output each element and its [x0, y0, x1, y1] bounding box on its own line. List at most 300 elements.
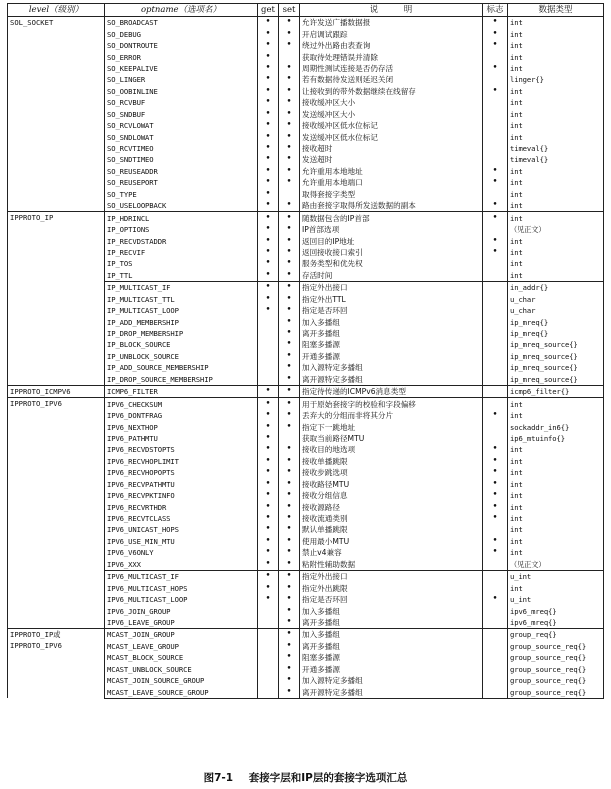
get-mark: • [258, 74, 279, 85]
get-mark: • [258, 513, 279, 524]
get-mark: • [258, 398, 279, 410]
option-name: SO_RCVBUF [105, 97, 258, 108]
option-description: 离开源特定多播组 [300, 686, 483, 698]
set-mark: • [279, 270, 300, 282]
data-type: int [508, 456, 604, 467]
flag-mark [483, 282, 508, 294]
data-type: int [508, 189, 604, 200]
option-name: SO_TYPE [105, 189, 258, 200]
get-mark: • [258, 200, 279, 212]
set-mark: • [279, 652, 300, 663]
get-mark: • [258, 247, 279, 258]
flag-mark [483, 664, 508, 675]
option-name: IP_ADD_SOURCE_MEMBERSHIP [105, 362, 258, 373]
flag-mark: • [483, 235, 508, 246]
flag-mark [483, 374, 508, 386]
option-description: IP首部选项 [300, 224, 483, 235]
set-mark: • [279, 17, 300, 29]
option-description: 接收超时 [300, 143, 483, 154]
option-description: 返回目的IP地址 [300, 235, 483, 246]
option-description: 阻塞多播源 [300, 652, 483, 663]
level-cell [8, 17, 105, 212]
level-cell [8, 386, 105, 398]
level-cell [8, 398, 105, 629]
option-description: 指定是否环回 [300, 305, 483, 316]
option-name: IPV6_MULTICAST_HOPS [105, 582, 258, 593]
option-name: IP_HDRINCL [105, 212, 258, 224]
data-type: ip_mreq{} [508, 316, 604, 327]
flag-mark [483, 120, 508, 131]
table-row [8, 17, 604, 29]
set-mark: • [279, 305, 300, 316]
set-mark: • [279, 131, 300, 142]
set-mark: • [279, 200, 300, 212]
option-name: IP_DROP_MEMBERSHIP [105, 328, 258, 339]
data-type: int [508, 212, 604, 224]
flag-mark: • [483, 536, 508, 547]
option-description: 加入多播组 [300, 605, 483, 616]
data-type: int [508, 200, 604, 212]
option-description: 接收源路径 [300, 501, 483, 512]
get-mark: • [258, 28, 279, 39]
get-mark: • [258, 490, 279, 501]
set-mark: • [279, 594, 300, 605]
data-type: int [508, 270, 604, 282]
set-mark [279, 189, 300, 200]
set-mark [279, 433, 300, 444]
flag-mark [483, 617, 508, 629]
option-name: IPV6_V6ONLY [105, 547, 258, 558]
option-description: 加入源特定多播组 [300, 675, 483, 686]
option-description: 指定待传递的ICMPv6消息类型 [300, 386, 483, 398]
data-type: int [508, 17, 604, 29]
option-description: 开启调试跟踪 [300, 28, 483, 39]
data-type: u_int [508, 571, 604, 583]
set-mark: • [279, 212, 300, 224]
option-description: 丢弃大的分组而非将其分片 [300, 410, 483, 421]
get-mark: • [258, 456, 279, 467]
flag-mark [483, 524, 508, 535]
option-name: SO_RCVTIMEO [105, 143, 258, 154]
header-set: set [279, 4, 300, 17]
data-type: int [508, 547, 604, 558]
flag-mark: • [483, 247, 508, 258]
set-mark: • [279, 571, 300, 583]
header-get: get [258, 4, 279, 17]
get-mark: • [258, 177, 279, 188]
flag-mark [483, 294, 508, 305]
flag-mark: • [483, 444, 508, 455]
set-mark: • [279, 398, 300, 410]
flag-mark [483, 433, 508, 444]
option-name: IP_TTL [105, 270, 258, 282]
get-mark: • [258, 97, 279, 108]
data-type: int [508, 524, 604, 535]
flag-mark: • [483, 40, 508, 51]
option-description: 允许发送广播数据报 [300, 17, 483, 29]
data-type: group_source_req{} [508, 664, 604, 675]
data-type: int [508, 235, 604, 246]
option-name: MCAST_LEAVE_GROUP [105, 641, 258, 652]
option-name: MCAST_JOIN_GROUP [105, 629, 258, 641]
set-mark: • [279, 629, 300, 641]
option-name: IPV6_NEXTHOP [105, 421, 258, 432]
option-name: SO_REUSEPORT [105, 177, 258, 188]
flag-mark [483, 131, 508, 142]
option-description: 接收目的地选项 [300, 444, 483, 455]
data-type: ipv6_mreq{} [508, 605, 604, 616]
option-name: IP_BLOCK_SOURCE [105, 339, 258, 350]
option-description: 指定下一跳地址 [300, 421, 483, 432]
flag-mark: • [483, 467, 508, 478]
get-mark: • [258, 143, 279, 154]
level-cell [8, 212, 105, 386]
data-type: int [508, 63, 604, 74]
flag-mark: • [483, 456, 508, 467]
option-description: 阻塞多播源 [300, 339, 483, 350]
get-mark: • [258, 421, 279, 432]
flag-mark [483, 316, 508, 327]
option-name: IPV6_CHECKSUM [105, 398, 258, 410]
data-type: linger{} [508, 74, 604, 85]
set-mark: • [279, 166, 300, 177]
option-description: 默认单播跳限 [300, 524, 483, 535]
get-mark: • [258, 212, 279, 224]
data-type: int [508, 86, 604, 97]
get-mark [258, 374, 279, 386]
get-mark: • [258, 270, 279, 282]
get-mark: • [258, 294, 279, 305]
flag-mark [483, 143, 508, 154]
option-description: 加入多播组 [300, 316, 483, 327]
set-mark: • [279, 467, 300, 478]
table-row [8, 212, 604, 224]
get-mark: • [258, 258, 279, 269]
get-mark: • [258, 154, 279, 165]
data-type: int [508, 120, 604, 131]
flag-mark [483, 189, 508, 200]
set-mark: • [279, 617, 300, 629]
option-description: 使用最小MTU [300, 536, 483, 547]
set-mark: • [279, 641, 300, 652]
option-description: 允许重用本地端口 [300, 177, 483, 188]
data-type: timeval{} [508, 143, 604, 154]
set-mark: • [279, 490, 300, 501]
option-name: IP_ADD_MEMBERSHIP [105, 316, 258, 327]
set-mark: • [279, 501, 300, 512]
option-description: 用于原始套接字的校验和字段偏移 [300, 398, 483, 410]
get-mark [258, 617, 279, 629]
get-mark [258, 605, 279, 616]
set-mark: • [279, 524, 300, 535]
flag-mark [483, 641, 508, 652]
table-row [8, 386, 604, 398]
data-type: int [508, 444, 604, 455]
data-type: group_source_req{} [508, 641, 604, 652]
flag-mark: • [483, 501, 508, 512]
option-description: 指定外出跳限 [300, 582, 483, 593]
get-mark [258, 362, 279, 373]
data-type: int [508, 109, 604, 120]
level-name: SOL_SOCKET [10, 18, 54, 27]
option-description: 路由套接字取得所发送数据的副本 [300, 200, 483, 212]
flag-mark: • [483, 594, 508, 605]
option-name: IPV6_RECVHOPOPTS [105, 467, 258, 478]
data-type: in_addr{} [508, 282, 604, 294]
flag-mark: • [483, 547, 508, 558]
flag-mark [483, 686, 508, 698]
get-mark [258, 629, 279, 641]
option-description: 服务类型和优先权 [300, 258, 483, 269]
set-mark: • [279, 444, 300, 455]
set-mark: • [279, 143, 300, 154]
data-type: int [508, 490, 604, 501]
get-mark: • [258, 594, 279, 605]
option-name: SO_DEBUG [105, 28, 258, 39]
data-type: （见正文） [508, 224, 604, 235]
set-mark: • [279, 513, 300, 524]
socket-options-table [7, 3, 604, 699]
option-name: MCAST_UNBLOCK_SOURCE [105, 664, 258, 675]
get-mark: • [258, 86, 279, 97]
option-name: SO_REUSEADDR [105, 166, 258, 177]
data-type: int [508, 97, 604, 108]
flag-mark [483, 605, 508, 616]
get-mark: • [258, 40, 279, 51]
data-type: group_source_req{} [508, 686, 604, 698]
get-mark: • [258, 17, 279, 29]
option-name: MCAST_JOIN_SOURCE_GROUP [105, 675, 258, 686]
data-type: int [508, 582, 604, 593]
option-description: 随数据包含的IP首部 [300, 212, 483, 224]
get-mark [258, 686, 279, 698]
data-type: ip6_mtuinfo{} [508, 433, 604, 444]
set-mark: • [279, 74, 300, 85]
option-description: 离开多播组 [300, 328, 483, 339]
option-description: 接收分组信息 [300, 490, 483, 501]
option-name: IPV6_UNICAST_HOPS [105, 524, 258, 535]
flag-mark [483, 97, 508, 108]
data-type: int [508, 51, 604, 62]
set-mark: • [279, 97, 300, 108]
option-name: IPV6_MULTICAST_LOOP [105, 594, 258, 605]
table-row [8, 398, 604, 410]
flag-mark: • [483, 166, 508, 177]
data-type: ip_mreq_source{} [508, 374, 604, 386]
set-mark [279, 51, 300, 62]
set-mark: • [279, 351, 300, 362]
data-type: int [508, 131, 604, 142]
option-name: IP_MULTICAST_TTL [105, 294, 258, 305]
flag-mark [483, 109, 508, 120]
data-type: ip_mreq{} [508, 328, 604, 339]
option-description: 开通多播源 [300, 664, 483, 675]
flag-mark [483, 652, 508, 663]
get-mark: • [258, 582, 279, 593]
option-description: 绕过外出路由表查询 [300, 40, 483, 51]
set-mark: • [279, 559, 300, 571]
set-mark: • [279, 421, 300, 432]
option-description: 接收步跳选项 [300, 467, 483, 478]
option-name: SO_SNDLOWAT [105, 131, 258, 142]
flag-mark [483, 51, 508, 62]
flag-mark: • [483, 200, 508, 212]
set-mark: • [279, 63, 300, 74]
level-name: IPPROTO_ICMPV6 [10, 387, 71, 396]
set-mark: • [279, 374, 300, 386]
flag-mark: • [483, 479, 508, 490]
set-mark: • [279, 40, 300, 51]
option-name: MCAST_LEAVE_SOURCE_GROUP [105, 686, 258, 698]
set-mark: • [279, 120, 300, 131]
data-type: ip_mreq_source{} [508, 351, 604, 362]
set-mark: • [279, 177, 300, 188]
get-mark: • [258, 547, 279, 558]
flag-mark [483, 328, 508, 339]
option-description: 返回接收接口索引 [300, 247, 483, 258]
flag-mark: • [483, 410, 508, 421]
get-mark [258, 664, 279, 675]
set-mark: • [279, 86, 300, 97]
get-mark: • [258, 410, 279, 421]
option-description: 接收缓冲区大小 [300, 97, 483, 108]
get-mark: • [258, 571, 279, 583]
set-mark: • [279, 479, 300, 490]
header-optname: optname（选项名） [105, 4, 258, 17]
option-name: IPV6_PATHMTU [105, 433, 258, 444]
data-type: int [508, 166, 604, 177]
flag-mark [483, 154, 508, 165]
get-mark: • [258, 444, 279, 455]
option-description: 接收路径MTU [300, 479, 483, 490]
data-type: group_source_req{} [508, 652, 604, 663]
set-mark: • [279, 536, 300, 547]
option-name: SO_BROADCAST [105, 17, 258, 29]
set-mark: • [279, 686, 300, 698]
option-name: SO_ERROR [105, 51, 258, 62]
data-type: timeval{} [508, 154, 604, 165]
option-description: 指定外出接口 [300, 282, 483, 294]
option-name: MCAST_BLOCK_SOURCE [105, 652, 258, 663]
option-description: 粘附性辅助数据 [300, 559, 483, 571]
data-type: ip_mreq_source{} [508, 362, 604, 373]
set-mark: • [279, 547, 300, 558]
option-name: IP_MULTICAST_LOOP [105, 305, 258, 316]
get-mark: • [258, 524, 279, 535]
flag-mark [483, 258, 508, 269]
set-mark: • [279, 605, 300, 616]
get-mark: • [258, 433, 279, 444]
option-description: 接收单播跳限 [300, 456, 483, 467]
option-description: 获取待处理错误并清除 [300, 51, 483, 62]
figure-title: 套接字层和IP层的套接字选项汇总 [248, 772, 408, 784]
data-type: int [508, 247, 604, 258]
data-type: group_source_req{} [508, 675, 604, 686]
get-mark: • [258, 224, 279, 235]
data-type: group_req{} [508, 629, 604, 641]
data-type: int [508, 28, 604, 39]
data-type: int [508, 479, 604, 490]
option-name: IP_TOS [105, 258, 258, 269]
flag-mark [483, 270, 508, 282]
option-name: IPV6_DONTFRAG [105, 410, 258, 421]
data-type: int [508, 40, 604, 51]
get-mark [258, 339, 279, 350]
option-name: IPV6_LEAVE_GROUP [105, 617, 258, 629]
data-type: int [508, 467, 604, 478]
flag-mark [483, 305, 508, 316]
flag-mark: • [483, 28, 508, 39]
option-name: SO_KEEPALIVE [105, 63, 258, 74]
set-mark: • [279, 282, 300, 294]
flag-mark [483, 224, 508, 235]
option-description: 周期性测试连接是否仍存活 [300, 63, 483, 74]
option-name: SO_USELOOPBACK [105, 200, 258, 212]
option-name: IP_OPTIONS [105, 224, 258, 235]
get-mark: • [258, 166, 279, 177]
figure-number: 图7-1 [203, 772, 234, 784]
get-mark: • [258, 386, 279, 398]
option-description: 存活时间 [300, 270, 483, 282]
option-description: 让接收到的带外数据继续在线留存 [300, 86, 483, 97]
get-mark [258, 641, 279, 652]
option-name: SO_RCVLOWAT [105, 120, 258, 131]
option-description: 禁止v4兼容 [300, 547, 483, 558]
set-mark: • [279, 109, 300, 120]
option-description: 指定是否环回 [300, 594, 483, 605]
header-data-type: 数据类型 [508, 4, 604, 17]
option-description: 加入多播组 [300, 629, 483, 641]
set-mark: • [279, 28, 300, 39]
option-description: 离开多播组 [300, 641, 483, 652]
level-cell [8, 629, 105, 699]
option-name: SO_SNDBUF [105, 109, 258, 120]
option-description: 指定外出接口 [300, 571, 483, 583]
option-name: IPV6_JOIN_GROUP [105, 605, 258, 616]
table-header-row [8, 4, 604, 17]
get-mark: • [258, 467, 279, 478]
set-mark: • [279, 582, 300, 593]
flag-mark [483, 362, 508, 373]
set-mark: • [279, 247, 300, 258]
data-type: （见正文） [508, 559, 604, 571]
flag-mark [483, 571, 508, 583]
get-mark: • [258, 63, 279, 74]
flag-mark: • [483, 17, 508, 29]
data-type: ipv6_mreq{} [508, 617, 604, 629]
option-description: 允许重用本地地址 [300, 166, 483, 177]
data-type: int [508, 536, 604, 547]
flag-mark: • [483, 490, 508, 501]
data-type: u_int [508, 594, 604, 605]
option-description: 获取当前路径MTU [300, 433, 483, 444]
data-type: int [508, 177, 604, 188]
option-name: IPV6_USE_MIN_MTU [105, 536, 258, 547]
table-body [8, 17, 604, 699]
flag-mark: • [483, 212, 508, 224]
option-description: 取得套接字类型 [300, 189, 483, 200]
get-mark: • [258, 51, 279, 62]
set-mark: • [279, 294, 300, 305]
get-mark: • [258, 501, 279, 512]
flag-mark: • [483, 63, 508, 74]
option-name: SO_DONTROUTE [105, 40, 258, 51]
data-type: int [508, 398, 604, 410]
flag-mark [483, 74, 508, 85]
get-mark: • [258, 189, 279, 200]
header-description: 说 明 [300, 4, 483, 17]
option-description: 接收流通类别 [300, 513, 483, 524]
